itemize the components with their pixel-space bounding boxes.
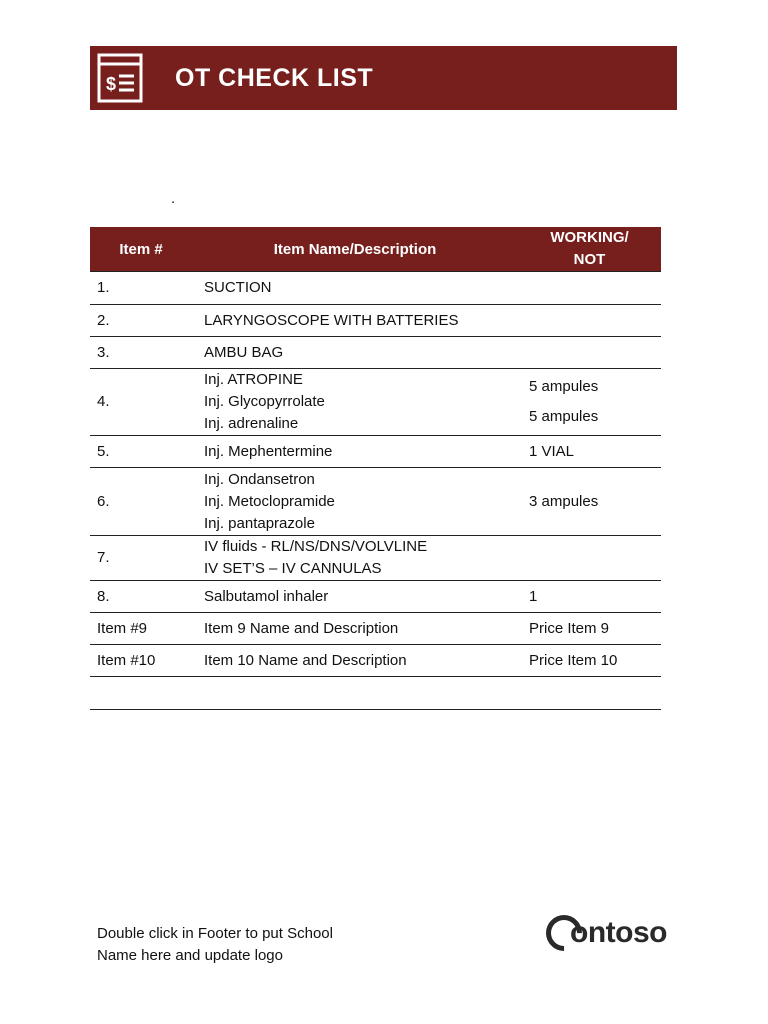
description-line: Inj. Mephentermine: [204, 442, 333, 460]
working-status-cell: [518, 536, 661, 581]
table-row: [90, 536, 661, 581]
working-status-cell: [518, 305, 661, 337]
item-number-cell: Item #9: [90, 613, 192, 645]
description-line: Salbutamol inhaler: [204, 587, 329, 605]
working-status-cell: [518, 468, 661, 536]
item-description-cell: [192, 581, 518, 613]
item-description-cell: [192, 613, 518, 645]
table-row: [90, 369, 661, 436]
item-number-cell: 3.: [90, 337, 192, 369]
page-title: OT CHECK LIST: [175, 63, 374, 92]
item-description-cell: [192, 436, 518, 468]
description-line: Inj. Metoclopramide: [204, 492, 335, 510]
working-status-cell: [518, 272, 661, 305]
working-value: 3 ampules: [529, 492, 599, 510]
table-header-row: [90, 227, 661, 272]
table-row: [90, 613, 661, 645]
description-line: Item 10 Name and Description: [204, 651, 407, 669]
description-line: IV fluids - RL/NS/DNS/VOLVLINE: [204, 538, 428, 555]
footer-line-1: Double click in Footer to put School: [97, 925, 333, 942]
item-description-cell: [192, 272, 518, 305]
item-description-cell: [192, 645, 518, 677]
column-header-item-number: Item #: [90, 227, 192, 272]
item-number-cell: 1.: [90, 272, 192, 305]
item-description-cell: [192, 468, 518, 536]
checklist-table: [90, 227, 661, 710]
item-number-cell: 6.: [90, 468, 192, 536]
description-line: Inj. Glycopyrrolate: [204, 393, 325, 410]
working-status-cell: [518, 645, 661, 677]
footer-line-2: Name here and update logo: [97, 947, 283, 964]
table-row: [90, 436, 661, 468]
description-line: AMBU BAG: [204, 343, 284, 361]
item-number-cell: 4.: [90, 369, 192, 436]
item-number-cell: 2.: [90, 305, 192, 337]
description-line: LARYNGOSCOPE WITH BATTERIES: [204, 311, 459, 329]
item-description-cell: [192, 337, 518, 369]
working-status-cell: [518, 436, 661, 468]
column-header-description: Item Name/Description: [192, 227, 518, 272]
item-description-cell: [192, 536, 518, 581]
item-number-cell: [90, 677, 192, 710]
item-number-cell: 8.: [90, 581, 192, 613]
description-line: Inj. pantaprazole: [204, 514, 315, 532]
working-value: 1 VIAL: [529, 442, 575, 460]
description-line: Inj. ATROPINE: [204, 371, 303, 388]
working-value: 5 ampules: [529, 378, 599, 395]
table-row: [90, 305, 661, 337]
working-status-cell: [518, 677, 661, 710]
footer-text[interactable]: [97, 923, 333, 967]
svg-text:$: $: [106, 74, 117, 94]
item-description-cell: [192, 677, 518, 710]
column-header-working: WORKING/ NOT: [518, 227, 661, 272]
invoice-dollar-icon: [96, 52, 144, 104]
description-line: IV SET’S – IV CANNULAS: [204, 560, 382, 577]
table-row: [90, 581, 661, 613]
working-status-cell: [518, 337, 661, 369]
working-status-cell: [518, 369, 661, 436]
header-banner: [90, 46, 677, 110]
table-row: [90, 645, 661, 677]
description-line: Inj. Ondansetron: [204, 470, 315, 488]
working-status-cell: [518, 613, 661, 645]
table-row: [90, 468, 661, 536]
item-description-cell: [192, 305, 518, 337]
item-number-cell: Item #10: [90, 645, 192, 677]
item-number-cell: 7.: [90, 536, 192, 581]
description-line: SUCTION: [204, 279, 272, 296]
working-value: Price Item 10: [529, 651, 618, 669]
table-row: [90, 272, 661, 305]
item-description-cell: [192, 369, 518, 436]
working-value: 1: [529, 587, 538, 605]
working-status-cell: [518, 581, 661, 613]
table-row: [90, 337, 661, 369]
logo-wordmark: ontoso: [570, 916, 667, 949]
item-number-cell: 5.: [90, 436, 192, 468]
working-value: Price Item 9: [529, 619, 610, 637]
contoso-logo[interactable]: [546, 915, 667, 951]
working-value: 5 ampules: [529, 408, 599, 425]
table-row: [90, 677, 661, 710]
description-line: Item 9 Name and Description: [204, 619, 399, 637]
description-line: Inj. adrenaline: [204, 415, 299, 432]
stray-dot: .: [171, 190, 176, 207]
